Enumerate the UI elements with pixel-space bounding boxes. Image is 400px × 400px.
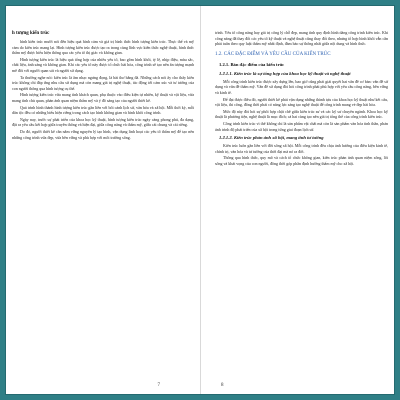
- left-paragraph: Quá trình hình thành hình tượng kiến trúc gắn liền với bối cảnh lịch sử, văn hóa và xã hội. Mỗi thời kỳ, mỗi dân tộc đều có những biểu hiện riêng trong cách tạo hình không gian và hình khối công trình.: [12, 104, 194, 116]
- right-paragraph: Mức độ này đòi hỏi sự phối hợp chặt chẽ giữa kiến trúc sư và các kỹ sư chuyên ngành. Khoa học kỹ thuật là phương tiện, nghệ thuật là mục đích; cả hai cùng tạo nên giá trị tổng thể của công trình kiến trúc.: [215, 108, 388, 120]
- book-spread: [6, 6, 394, 394]
- section-title: 1.2. CÁC ĐẶC ĐIỂM VÀ YÊU CẦU CỦA KIẾN TRÚC: [215, 51, 331, 57]
- left-paragraph: Ngày nay, trước sự phát triển của khoa học kỹ thuật, hình tượng kiến trúc ngày càng phong phú, đa dạng, đặt ra yêu cầu kết hợp giữa truyền thống và hiện đại, giữa công năng và thẩm mỹ, giữa cái chung và cái riêng.: [12, 116, 194, 128]
- left-page-heading: h tượng kiến trúc: [12, 31, 50, 36]
- left-paragraph: hình kiến trúc mười nói đến hiệu quả hình cảm và giá trị hình thức hình tượng kiến trúc. Thực thể và mỹ cảm do kiến trúc mang lại. Hình tượng kiến trúc được tạo ra trong cùng lĩnh vực kiến thức nghệ thuật, hình thức thẩm mỹ được biểu hiện thông qua các yếu tố thị giác và không gian.: [12, 39, 194, 56]
- right-paragraph: Kiến trúc luôn gắn liền với đời sống xã hội. Mỗi công trình đều chịu ảnh hưởng của điều kiện kinh tế, chính trị, văn hóa và tư tưởng của thời đại mà nó ra đời.: [215, 143, 388, 154]
- left-paragraph: Do đó, người thiết kế cần nắm vững nguyên lý tạo hình, vận dụng linh hoạt các yếu tố thẩm mỹ để tạo nên những công trình vừa đẹp, vừa bền vững và phù hợp với môi trường sống.: [12, 128, 194, 140]
- right-paragraph: Để đạt được điều đó, người thiết kế phải vận dụng những thành tựu của khoa học kỹ thuật như kết cấu, vật liệu, thi công, đồng thời phải có năng lực sáng tạo nghệ thuật để công trình mang vẻ đẹp hài hòa.: [215, 96, 388, 108]
- right-page: [200, 6, 394, 394]
- italic-subsection-title-2: 1.2.1.2. Kiến trúc phản ánh xã hội, mang tính tư tưởng: [219, 135, 324, 141]
- left-paragraph: Hình tượng kiến trúc là hiệu quả tổng hợp của nhiều yếu tố, bao gồm hình khối, tỷ lệ, nhịp điệu, màu sắc, chất liệu, ánh sáng và không gian. Khi các yếu tố này được tổ chức hài hòa, công trình sẽ tạo nên ấn tượng mạnh mẽ đối với người quan sát và người sử dụng.: [12, 56, 194, 73]
- right-intro-paragraph: trình. Yếu tố công năng hay giá trị công lý chỗ đẹp, mang tính quy định hình dáng công trình kiến trúc. Khi công năng đã thay đổi các yếu tố kỹ thuật và nghệ thuật cũng thay đổi theo, nhưng tổ hợp hình khối vẫn cần phải tuân theo quy luật thẩm mỹ nhất định, đảm bảo sự thống nhất giữa nội dung và hình thức.: [215, 30, 388, 47]
- right-paragraph: Công trình kiến trúc vì thế không chỉ là sản phẩm vật chất mà còn là sản phẩm văn hóa tinh thần, phản ánh trình độ phát triển của xã hội trong từng giai đoạn lịch sử.: [215, 120, 388, 132]
- left-page-number: 7: [157, 383, 160, 388]
- right-page-number: 8: [221, 383, 224, 388]
- right-paragraph: Mỗi công trình kiến trúc được xây dựng lên, bao giờ cũng phải giải quyết hai vấn đề cơ bản: vấn đề sử dụng và vấn đề thẩm mỹ. Vấn đề sử dụng đòi hỏi công trình phải phù hợp với yêu cầu công năng, bền vững và kinh tế.: [215, 78, 388, 95]
- italic-subsection-title-1: 1.2.1.1. Kiến trúc là sự tổng hợp của khoa học kỹ thuật và nghệ thuật: [219, 70, 351, 76]
- left-paragraph: Ta thường nghe nói: kiến trúc là âm nhạc ngưng đọng, là bài thơ bằng đá. Những cách nói ấy cho thấy kiến trúc không chỉ đáp ứng nhu cầu sử dụng mà còn mang giá trị nghệ thuật, tác động tới cảm xúc và tư tưởng của con người thông qua hình tượng cụ thể.: [12, 74, 194, 91]
- left-paragraph: Hình tượng kiến trúc vừa mang tính khách quan, phụ thuộc vào điều kiện tự nhiên, kỹ thuật và vật liệu, vừa mang tính chủ quan, phản ánh quan niệm thẩm mỹ và ý đồ sáng tạo của người thiết kế.: [12, 92, 194, 103]
- subsection-title: 1.2.1. Bản đặc điểm của kiến trúc: [219, 61, 285, 67]
- right-paragraph: Thông qua hình thức, quy mô và cách tổ chức không gian, kiến trúc phản ánh quan niệm sống, lối sống và khát vọng của con người, đồng thời góp phần định hướng thẩm mỹ cho xã hội.: [215, 155, 388, 166]
- left-page: [6, 6, 200, 394]
